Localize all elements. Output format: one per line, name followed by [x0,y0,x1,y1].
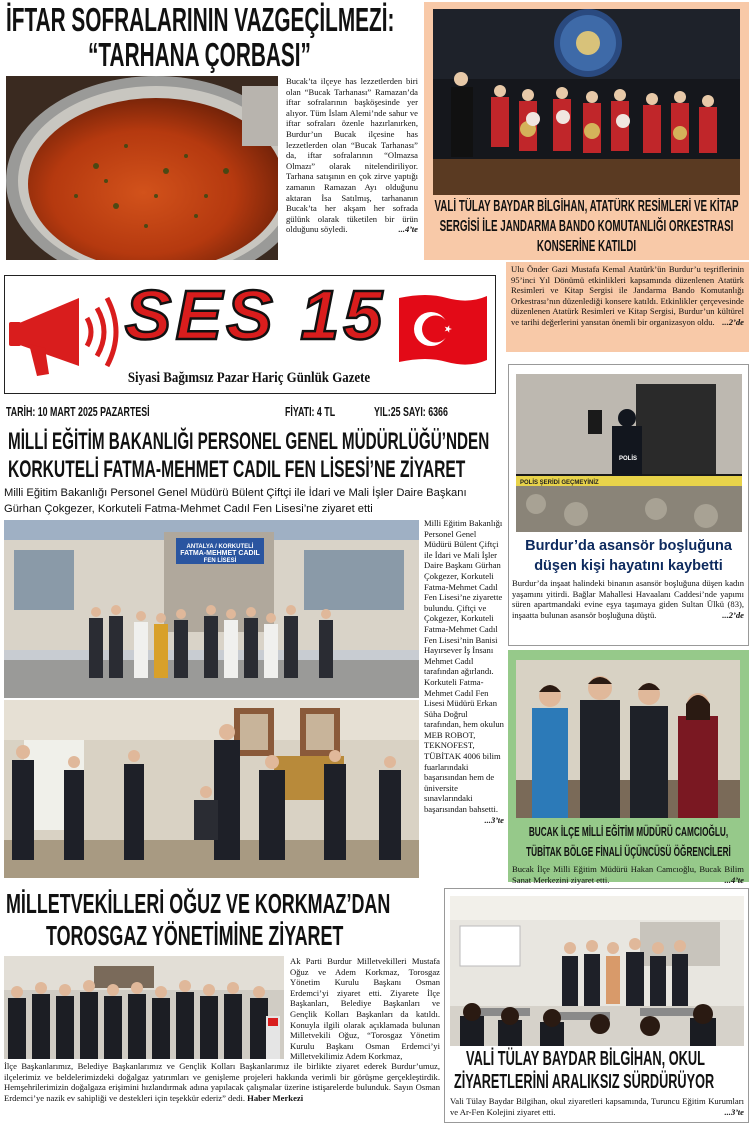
jandarma-concert-photo [433,9,740,195]
iftar-headline-1: İFTAR SOFRALARININ VAZGEÇİLMEZİ: [6,1,395,38]
asansor-headline: Burdur’da asansör boşluğuna düşen kişi hayatını kaybetti [525,538,732,574]
jandarma-body-box: Ulu Önder Gazi Mustafa Kemal Atatürk’ün Burdur’u teşriflerinin 95’inci Yıl Dönümü etkinlikleri kapsamında düzenlenen Atatürk Resimleri ve Kitap Sergisi ile Jandarma Bando Komutanlığı Orkestrası’nın düzenlediği konsere katıldı. Etkinlikler çerçevesinde düzenlenen Atatürk Resimleri ve Kitap Sergisi, Burdur’un kültürel ve tarihi değerlerini yansıtan önemli bir organizasyon oldu. ...2’de [506,262,749,352]
jandarma-more[interactable]: ...2’de [722,316,744,327]
tarhana-soup-photo [6,76,278,260]
torosgaz-signature: Haber Merkezi [247,1092,304,1103]
police-vest-label: POLİS [619,456,638,462]
police-scene-photo [516,374,742,532]
torosgaz-headline-2: TOROSGAZ YÖNETİMİNE ZİYARET [46,920,344,951]
asansor-body: Burdur’da inşaat halindeki binanın asansör boşluğuna düşen kadın yaşamını yitirdi. Bağlar Mahallesi Havaalanı Caddesi’nde yapımı süren apartmandaki evine eşya taşımaya giden Sultan Ülkü (83), inşaatta bulunan asansör boşluğuna düştü. ...2’de [512,578,744,620]
meb-headline-2: KORKUTELİ FATMA-MEHMET CADIL FEN LİSESİ’NE ZİYARET [8,456,466,483]
meb-body: Milli Eğitim Bakanlığı Personel Genel Müdürü Bülent Çiftçi ile İdari ve Mali İşler Daire Başkanı Gürhan Çokgezer, Korkuteli Fatma-Mehmet Cadıl Fen Lisesi’ne ziyarette bulundu. Çiftçi ve Çokgezer, Korkuteli Fatma-Mehmet Cadıl Fen Lisesi’nin Banisi Hayırsever İş İnsanı Mehmet Cadıl tarafından ağırlandı. Korkuteli Fatma-Mehmet Cadıl Fen Lisesi Müdürü Erkan Süha Doğrul tarafından, hem okulun MEB ROBOT, TEKNOFEST, TÜBİTAK 4006 bilim fuarlarındaki başarısından hem de üniversite sınavlarındaki başarısından bahsetti. ...3’te [424,518,504,825]
issue-price: FİYATI: 4 TL [285,404,336,419]
meb-lead: Milli Eğitim Bakanlığı Personel Genel Müdürü Bülent Çiftçi ile İdari ve Mali İşler Daire Başkanı Gürhan Çokgezer, Korkuteli Fatma-Mehmet Cadıl Fen Lisesi’ne ziyaret etti [4,487,467,515]
asansor-more[interactable]: ...2’de [722,609,744,620]
okul-headline-2: ZİYARETLERİNİ ARALIKSIZ SÜRDÜRÜYOR [454,1071,715,1093]
torosgaz-headline-1: MİLLETVEKİLLERİ OĞUZ VE KORKMAZ’DAN [6,888,391,919]
torosgaz-body-col: Ak Parti Burdur Milletvekilleri Mustafa Oğuz ve Adem Korkmaz, Torosgaz Yönetim Kurulu Başkanı Osman Erdemci’yi ziyaret etti. Ziyarete İlçe Başkanları, Belediye Başkanları ve Gençlik Kolları Başkanları da katıldı. Konuyla ilgili olarak açıklamada bulunan Milletvekili Oğuz, “Torosgaz Yönetim Kurulu Başkanı Osman Erdemci’yi Milletvekilimiz Adem Korkmaz, [290,956,440,1062]
school-visit-interior-photo [4,700,419,878]
bucak-more[interactable]: ...4’te [724,874,744,885]
masthead-box [4,275,496,394]
jandarma-headline: VALİ TÜLAY BAYDAR BİLGİHAN, ATATÜRK RESİMLERİ VE KİTAP SERGİSİ İLE JANDARMA BANDO KOMUTANLIĞI ORKESTRASI KONSERİNE KATILDI [434,198,739,255]
masthead-subtitle: Siyasi Bağımsız Pazar Hariç Günlük Gazete [127,370,371,386]
meb-headline-1: MİLLİ EĞİTİM BAKANLIĞI PERSONEL GENEL MÜDÜRLÜĞÜ’NDEN [8,428,490,455]
police-tape-text: POLİS ŞERİDİ GEÇMEYİNİZ [520,480,599,486]
meb-more[interactable]: ...3’te [484,814,504,825]
logo-text: SES 15 [124,276,387,354]
iftar-headline-2: “TARHANA ÇORBASI” [88,36,311,73]
school-sign-line1: ANTALYA / KORKUTELİ [186,544,254,550]
issue-date: TARİH: 10 MART 2025 PAZARTESİ [6,404,150,419]
bucak-students-photo [516,660,740,818]
school-sign-line2: FATMA-MEHMET CADIL [180,550,260,557]
okul-more[interactable]: ...3’te [724,1106,744,1117]
bucak-headline: BUCAK İLÇE MİLLİ EĞİTİM MÜDÜRÜ CAMCIOĞLU, TÜBİTAK BÖLGE FİNALİ ÜÇÜNCÜSÜ ÖĞRENCİLERİ [526,824,731,859]
school-sign-line3: FEN LİSESİ [203,558,237,564]
iftar-more[interactable]: ...4’te [398,224,418,235]
torosgaz-visit-photo [4,956,284,1059]
iftar-body: Bucak’ta ilçeye has lezzetlerden biri olan “Bucak Tarhanası” Ramazan’da iftar sofralarının başköşesinde yer alıyor. Tüm İslam Alemi’nde sahur ve iftar sofraları özenle hazırlanırken, Burdur’un Bucak ilçesine has lezzetlerden olan “Bucak Tarhanası” da, iftar sofralarının “Olmazsa Olmazı” olarak nitelendiriliyor. Tarhana satışının en çok zirve yaptığı zamanın Ramazan Ayı olduğunu aktaran İsa Satılmış, tarhananın Bucak’ta her akşam her sofrada gülünk olarak tüketilen bir ürün olduğunu söyledi. ...4’te [286,76,418,235]
okul-body: Vali Tülay Baydar Bilgihan, okul ziyaretleri kapsamında, Turuncu Eğitim Kurumları ve Ar-Fen Kolejini ziyaret etti. ...3’te [450,1096,744,1117]
torosgaz-body-wide: İlçe Başkanlarımız, Belediye Başkanlarımız ve Gençlik Kolları Başkanlarımız ile birlikte ziyaret ederek Burdur’umuz, ilçelerimiz ve beldelerimizdeki doğalgaz yatırımları ve genişleme projeleri hakkında verimli bir görüşme gerçekleştirdik. Hemşehrilerimizin doğalgaza erişimini hızlandırmak adına yapılacak çalışmalar üzerine istişarelerde bulunduk. Sayın Osman Erdemci’ye nazik ev sahipliği ve destekleri için teşekkür ederiz” dedi. Haber Merkezi [4,1061,440,1103]
bucak-body: Bucak İlçe Milli Eğitim Müdürü Hakan Camcıoğlu, Bucak Bilim Sanat Merkezini ziyaret etti. ...4’te [512,864,744,885]
megaphone-icon [9,282,124,382]
issue-number: YIL:25 SAYI: 6366 [374,404,448,419]
school-entrance-photo [4,520,419,698]
classroom-visit-photo [450,896,744,1046]
okul-headline-1: VALİ TÜLAY BAYDAR BİLGİHAN, OKUL [466,1048,705,1070]
turkish-flag [397,292,489,366]
